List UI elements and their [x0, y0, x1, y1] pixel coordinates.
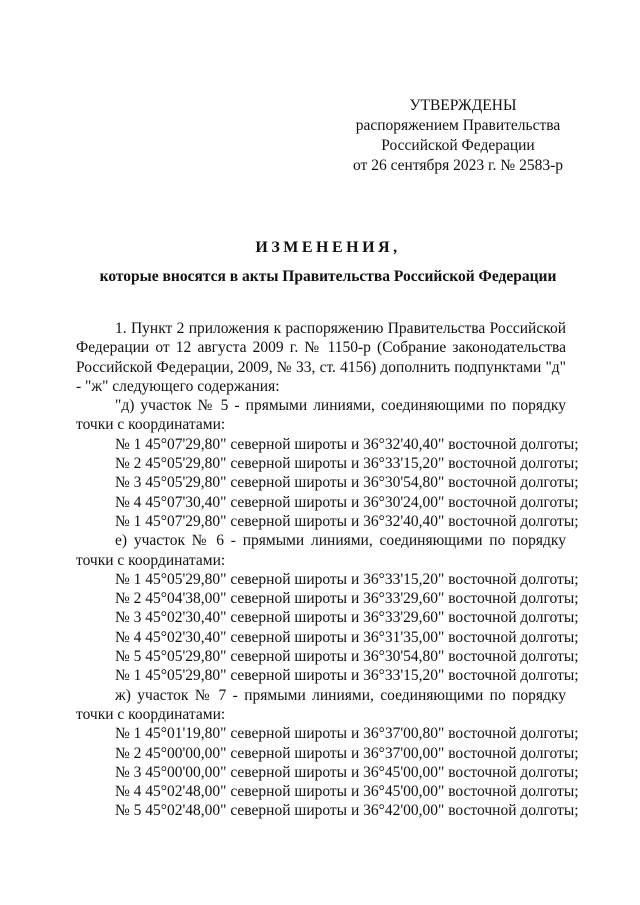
document-title: ИЗМЕНЕНИЯ,	[255, 239, 401, 256]
coordinate-line: № 1 45°05'29,80" северной широты и 36°33'15,20" восточной долготы;	[115, 667, 579, 685]
coordinate-line: № 2 45°05'29,80" северной широты и 36°33'15,20" восточной долготы;	[115, 455, 579, 473]
coordinate-line: № 1 45°01'19,80" северной широты и 36°37'00,80" восточной долготы;	[115, 725, 579, 743]
coordinate-line: № 3 45°00'00,00" северной широты и 36°45'00,00" восточной долготы;	[115, 763, 579, 781]
section-heading-zh: ж) участок № 7 - прямыми линиями, соединяющими по порядку точки с координатами:	[76, 686, 566, 723]
document-body	[76, 319, 579, 821]
paragraph-1: 1. Пункт 2 приложения к распоряжению Правительства Российской Федерации от 12 августа 2009 г. № 1150-р (Собрание законодательства Российской Федерации, 2009, № 33, ст. 4156) дополнить подпунктами "д" - "ж" следующего содержания:	[76, 320, 566, 395]
approval-stamp	[330, 96, 586, 176]
coordinate-line: № 5 45°02'48,00" северной широты и 36°42'00,00" восточной долготы;	[115, 802, 579, 820]
coordinate-line: № 1 45°07'29,80" северной широты и 36°32'40,40" восточной долготы;	[115, 435, 579, 453]
section-heading-e: е) участок № 6 - прямыми линиями, соединяющими по порядку точки с координатами:	[76, 532, 566, 569]
coordinate-line: № 2 45°00'00,00" северной широты и 36°37'00,00" восточной долготы;	[115, 744, 579, 762]
coordinate-line: № 5 45°05'29,80" северной широты и 36°30'54,80" восточной долготы;	[115, 648, 579, 666]
coordinate-line: № 2 45°04'38,00" северной широты и 36°33'29,60" восточной долготы;	[115, 590, 579, 608]
approval-line-3: от 26 сентября 2023 г. № 2583-р	[353, 157, 563, 174]
coordinate-line: № 4 45°02'48,00" северной широты и 36°45'00,00" восточной долготы;	[115, 783, 579, 801]
coordinate-line: № 4 45°07'30,40" северной широты и 36°30'24,00" восточной долготы;	[115, 493, 579, 511]
coordinate-line: № 1 45°05'29,80" северной широты и 36°33'15,20" восточной долготы;	[115, 570, 579, 588]
document-subtitle: которые вносятся в акты Правительства Российской Федерации	[99, 268, 557, 285]
section-heading-d: "д) участок № 5 - прямыми линиями, соединяющими по порядку точки с координатами:	[76, 397, 566, 434]
approval-line-2: Российской Федерации	[381, 137, 535, 154]
coordinate-line: № 3 45°02'30,40" северной широты и 36°33'29,60" восточной долготы;	[115, 609, 579, 627]
coordinate-line: № 4 45°02'30,40" северной широты и 36°31'35,00" восточной долготы;	[115, 628, 579, 646]
coordinate-line: № 1 45°07'29,80" северной широты и 36°32'40,40" восточной долготы;	[115, 512, 579, 530]
approval-line-1: распоряжением Правительства	[355, 117, 561, 134]
approval-word: УТВЕРЖДЕНЫ	[409, 97, 517, 114]
coordinate-line: № 3 45°05'29,80" северной широты и 36°30'54,80" восточной долготы;	[115, 474, 579, 492]
